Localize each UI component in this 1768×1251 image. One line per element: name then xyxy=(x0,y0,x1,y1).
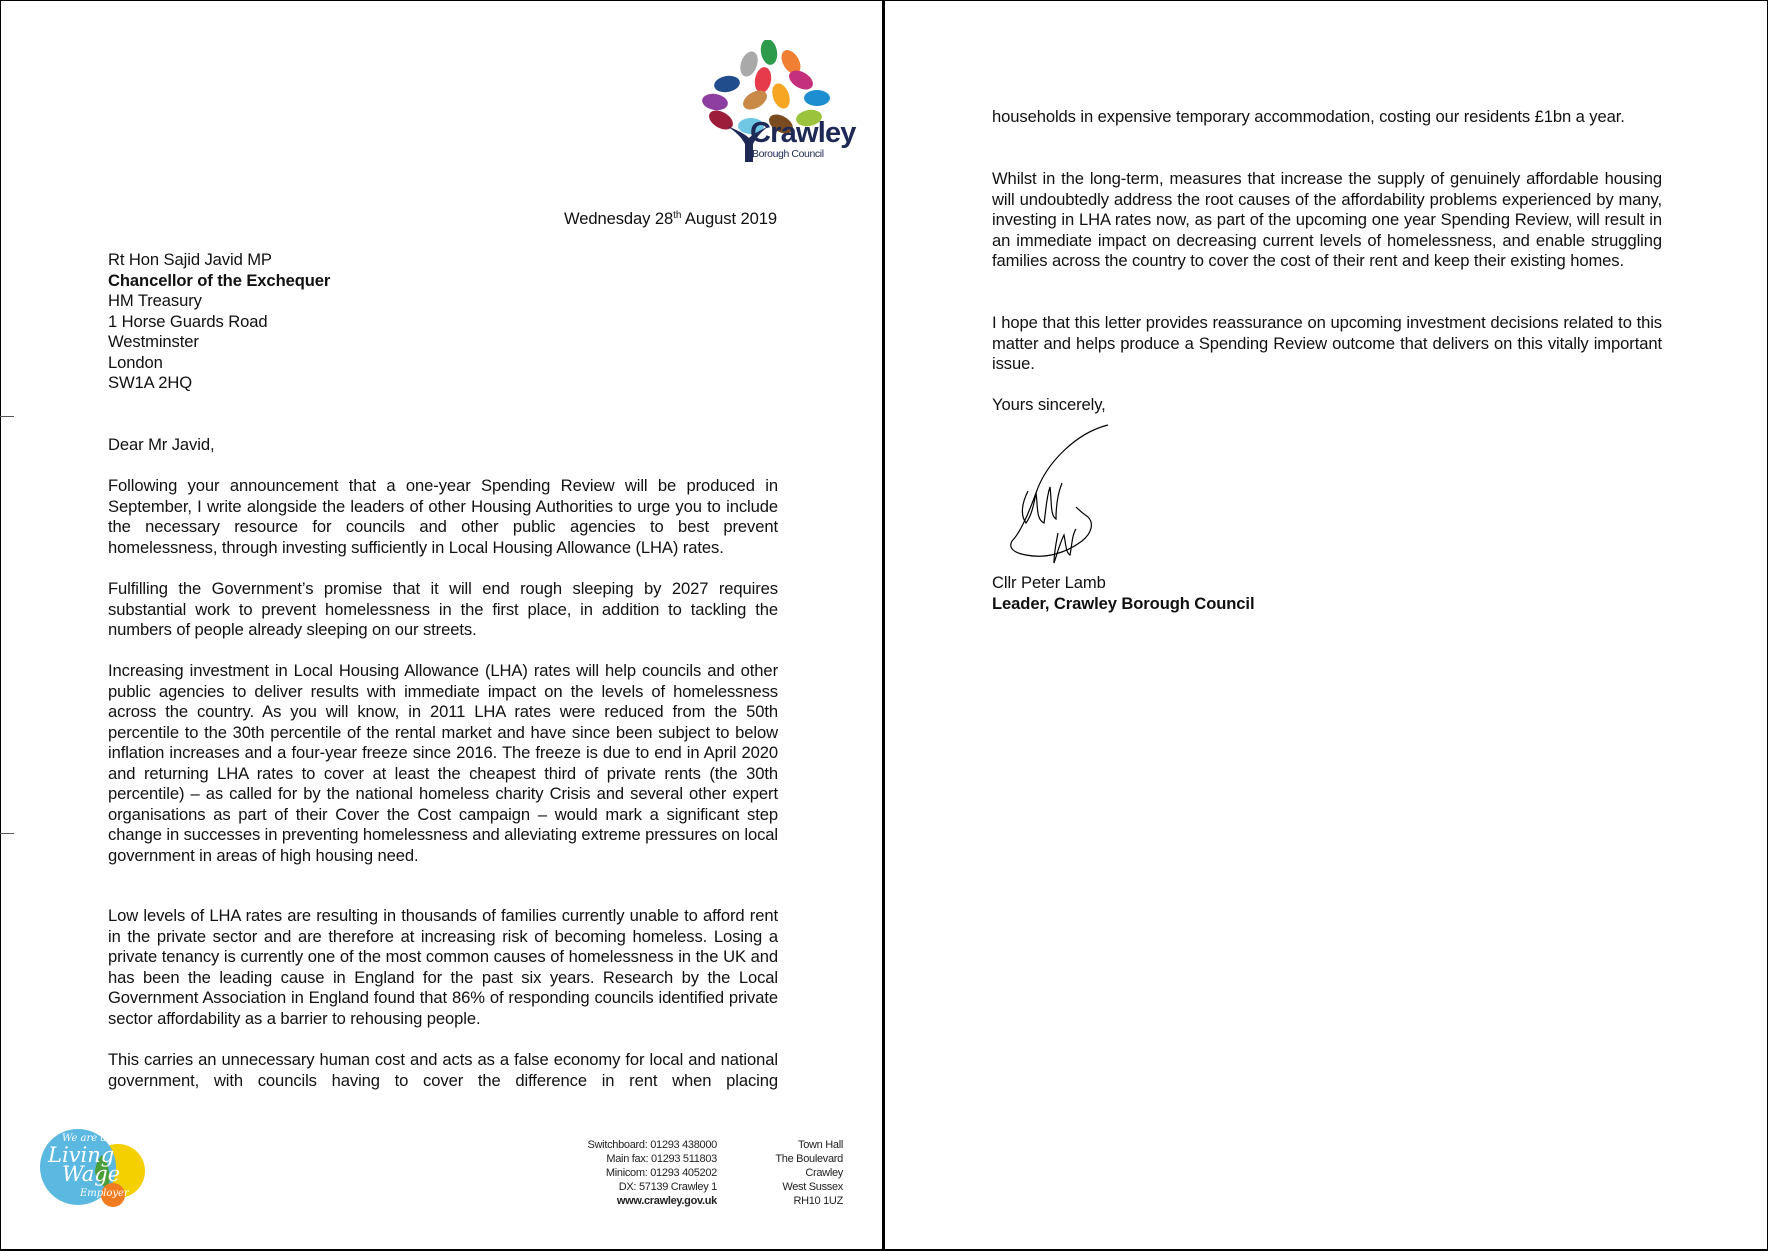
recipient-line: SW1A 2HQ xyxy=(108,373,193,392)
logo-leaf xyxy=(713,74,741,94)
badge-line-2: Living xyxy=(48,1143,115,1167)
footer-website-link[interactable]: www.crawley.gov.uk xyxy=(616,1195,717,1207)
signature-icon xyxy=(1006,423,1126,568)
recipient-line: HM Treasury xyxy=(108,291,202,310)
recipient-address xyxy=(108,250,330,394)
footer-address xyxy=(760,1138,843,1208)
logo-leaf xyxy=(701,92,729,112)
letter-page-1 xyxy=(0,0,882,1250)
body-paragraph: Whilst in the long-term, measures that increase the supply of genuinely affordable housing will undoubtedly address the root causes of the affordability problems experienced by many, investing in LHA rates now, as part of the upcoming one year Spending Review, will result in an immediate impact on decreasing current levels of homelessness, and enable struggling families across the country to cover the cost of their rent and keep their existing homes. xyxy=(992,169,1662,270)
logo-leaf xyxy=(706,107,737,134)
recipient-line: Rt Hon Sajid Javid MP xyxy=(108,250,272,269)
letter-page-2 xyxy=(885,0,1768,1250)
logo-leaf xyxy=(753,66,773,94)
footer-address-line: West Sussex xyxy=(782,1181,843,1193)
fold-mark xyxy=(0,416,14,417)
body-paragraph: Increasing investment in Local Housing Allowance (LHA) rates will help councils and other public agencies to deliver results with immediate impact on the levels of homelessness across the country. As you will know, in 2011 LHA rates were reduced from the 50th percentile to the 30th percentile of the rental market and have since been subject to below inflation increases and a four-year freeze since 2016. The freeze is due to end in April 2020 and returning LHA rates to cover at least the cheapest third of private rents (the 30th percentile) – as called for by the national homeless charity Crisis and several other expert organisations as part of their Cover the Cost campaign – would mark a significant step change in successes in preventing homelessness and alleviating extreme pressures on local government in areas of high housing need. xyxy=(108,661,778,865)
footer-address-line: Town Hall xyxy=(798,1139,843,1151)
footer-address-line: RH10 1UZ xyxy=(793,1195,843,1207)
date-suffix: th xyxy=(673,210,682,221)
badge-line-4: Employer xyxy=(80,1188,129,1199)
footer-dx: DX: 57139 Crawley 1 xyxy=(618,1181,717,1193)
logo-leaf xyxy=(759,40,779,66)
recipient-line: Westminster xyxy=(108,332,199,351)
letter-date xyxy=(564,209,777,230)
recipient-line: London xyxy=(108,352,163,372)
footer-minicom: Minicom: 01293 405202 xyxy=(605,1167,717,1179)
footer-contact-details xyxy=(560,1138,717,1208)
date-month-year: August 2019 xyxy=(684,209,777,228)
salutation: Dear Mr Javid, xyxy=(108,435,215,454)
footer-address-line: Crawley xyxy=(805,1167,843,1179)
date-weekday: Wednesday xyxy=(563,209,651,228)
fold-mark xyxy=(0,833,14,834)
closing: Yours sincerely, xyxy=(992,395,1106,414)
signatory-title: Leader, Crawley Borough Council xyxy=(992,593,1255,613)
signature-block xyxy=(992,573,1254,614)
logo-leaf xyxy=(769,81,793,111)
recipient-line: Chancellor of the Exchequer xyxy=(108,270,331,290)
logo-wordmark: Crawley xyxy=(750,117,856,149)
badge-line-1: We are a xyxy=(62,1133,107,1144)
body-paragraph: This carries an unnecessary human cost and acts as a false economy for local and national government, with councils having to cover the difference in rent when placing xyxy=(108,1050,778,1090)
footer-address-line: The Boulevard xyxy=(775,1153,843,1165)
body-paragraph: Fulfilling the Government’s promise that it will end rough sleeping by 2027 requires substantial work to prevent homelessness in the first place, in addition to tackling the numbers of people already sleeping on our streets. xyxy=(108,579,778,639)
body-paragraph: Low levels of LHA rates are resulting in thousands of families currently unable to afford rent in the private sector and are therefore at increasing risk of becoming homeless. Losing a private tenancy is currently one of the most common causes of homelessness in the UK and has been the leading cause in England for the past six years. Research by the Local Government Association in England found that 86% of responding councils identified private sector affordability as a barrier to rehousing people. xyxy=(108,906,778,1028)
recipient-line: 1 Horse Guards Road xyxy=(108,311,268,331)
footer-fax: Main fax: 01293 511803 xyxy=(606,1153,717,1165)
logo-leaf xyxy=(804,90,830,106)
body-paragraph: I hope that this letter provides reassurance on upcoming investment decisions related to this matter and helps produce a Spending Review outcome that delivers on this vitally important issue. xyxy=(992,313,1662,373)
logo-subtitle: Borough Council xyxy=(752,148,824,160)
footer-switchboard: Switchboard: 01293 438000 xyxy=(587,1139,717,1151)
body-paragraph: households in expensive temporary accommodation, costing our residents £1bn a year. xyxy=(992,107,1625,126)
badge-line-3: Wage xyxy=(62,1162,121,1186)
body-paragraph: Following your announcement that a one-year Spending Review will be produced in September, I write alongside the leaders of other Housing Authorities to urge you to include the necessary resource for councils and other public agencies to best prevent homelessness, through investing sufficiently in Local Housing Allowance (LHA) rates. xyxy=(108,476,778,557)
date-day: 28 xyxy=(654,209,674,228)
signatory-name: Cllr Peter Lamb xyxy=(992,573,1106,592)
